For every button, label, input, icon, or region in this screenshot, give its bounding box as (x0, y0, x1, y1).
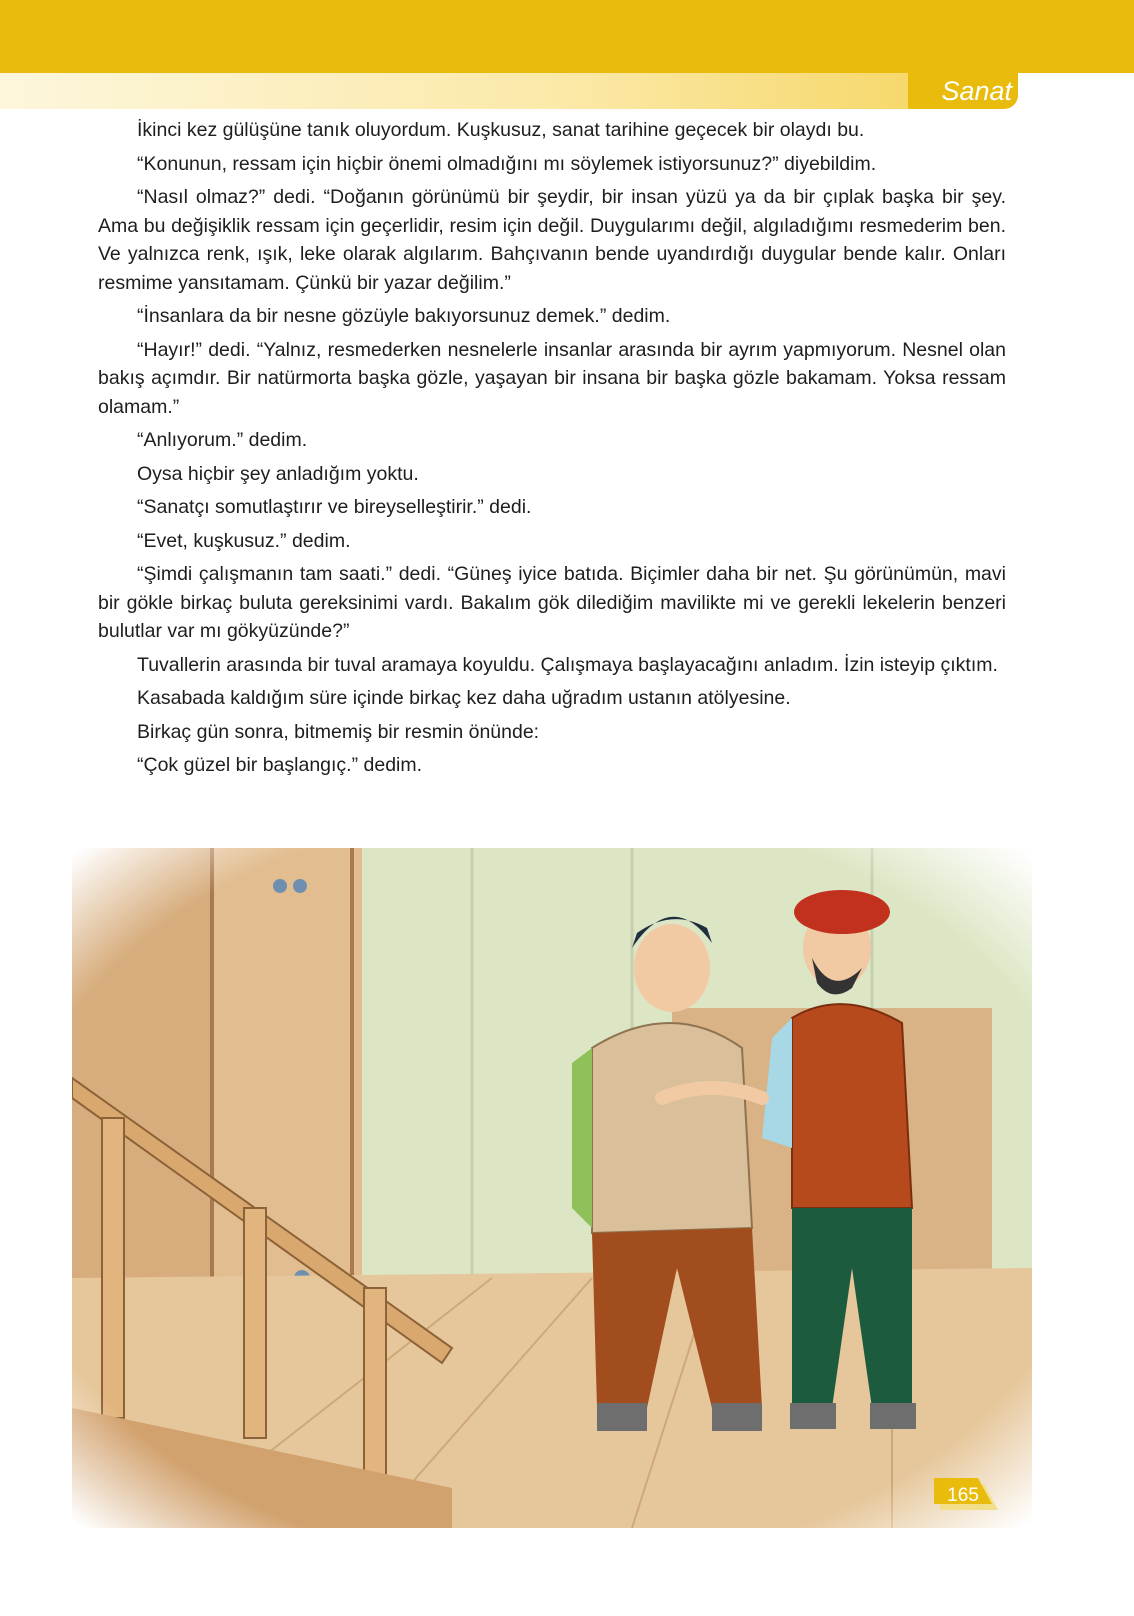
paragraph: Birkaç gün sonra, bitmemiş bir resmin önünde: (137, 720, 540, 743)
page-number: 165 (947, 1485, 979, 1506)
paragraph: Oysa hiçbir şey anladığım yoktu. (137, 462, 419, 485)
paragraph: “Sanatçı somutlaştırır ve bireyselleştirir.” dedi. (137, 496, 532, 518)
header-subband (0, 73, 1018, 109)
paragraph: Kasabada kaldığım süre içinde birkaç kez daha uğradım ustanın atölyesine. (137, 687, 791, 709)
section-title: Sanat (941, 76, 1012, 106)
header-band (0, 0, 1134, 73)
paragraph: “Şimdi çalışmanın tam saati.” dedi. “Güneş iyice batıda. Biçimler daha bir net. Şu görünümün, mavi bir gökle birkaç buluta gereksinimi vardı. Bakalım gök dilediğim mavilikte mi ve gerekli lekelerin benzeri bulutlar var mı gökyüzünde?” (98, 563, 1006, 642)
paragraph: “Nasıl olmaz?” dedi. “Doğanın görünümü bir şeydir, bir insan yüzü ya da bir çıplak başka bir şey. Ama bu değişiklik ressam için geçerlidir, resim için değil. Duygularımı değil, algıladığımı resmederim ben. Ve yalnızca renk, ışık, leke olarak algılarım. Bahçıvanın bende uyandırdığı duygular bende kalır. Onları resmime yansıtamam. Çünkü bir yazar değilim.” (98, 186, 1006, 294)
paragraph: “İnsanlara da bir nesne gözüyle bakıyorsunuz demek.” dedim. (137, 305, 671, 327)
paragraph: “Anlıyorum.” dedim. (137, 429, 308, 451)
paragraph: “Hayır!” dedi. “Yalnız, resmederken nesnelerle insanlar arasında bir ayrım yapmıyorum. Nesnel olan bakış açımdır. Bir natürmorta başka gözle, yaşayan bir insana bir başka gözle bakamam. Yoksa ressam olamam.” (98, 338, 1006, 418)
paragraph: Tuvallerin arasında bir tuval aramaya koyuldu. Çalışmaya başlayacağını anladım. İzin isteyip çıktım. (137, 653, 998, 676)
paragraph: “Evet, kuşkusuz.” dedim. (137, 529, 351, 552)
paragraph: “Çok güzel bir başlangıç.” dedim. (137, 754, 423, 776)
paragraph: İkinci kez gülüşüne tanık oluyordum. Kuşkusuz, sanat tarihine geçecek bir olaydı bu. (137, 119, 865, 141)
story-illustration (72, 848, 1032, 1528)
paragraph: “Konunun, ressam için hiçbir önemi olmadığını mı söylemek istiyorsunuz?” diyebildim. (137, 152, 877, 175)
story-text (98, 116, 1006, 785)
